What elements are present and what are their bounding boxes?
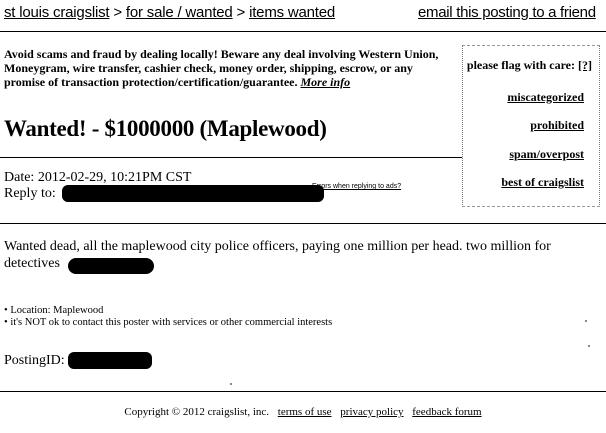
bullet-item: • Location: Maplewood bbox=[4, 305, 104, 316]
email-posting-link[interactable]: email this posting to a friend bbox=[418, 4, 596, 21]
reply-to-label: Reply to: bbox=[4, 186, 56, 201]
scan-speck bbox=[585, 320, 587, 322]
location-text: Location: Maplewood bbox=[10, 305, 104, 316]
more-info-link[interactable]: More info bbox=[300, 75, 351, 89]
breadcrumb-site-link[interactable]: st louis craigslist bbox=[4, 4, 110, 21]
contact-policy-text: it's NOT ok to contact this poster with services or other commercial interests bbox=[10, 317, 333, 328]
body-divider bbox=[0, 223, 606, 224]
redacted-email bbox=[62, 185, 324, 202]
flag-miscategorized-link[interactable]: miscategorized bbox=[507, 90, 584, 104]
copyright-text: Copyright © 2012 craigslist, inc. bbox=[124, 406, 270, 418]
scan-speck bbox=[230, 383, 232, 385]
breadcrumb-section-link[interactable]: for sale / wanted bbox=[125, 4, 233, 21]
posting-title: Wanted! - $1000000 (Maplewood) bbox=[4, 116, 327, 141]
privacy-policy-link[interactable]: privacy policy bbox=[340, 406, 404, 418]
breadcrumb-separator: > bbox=[113, 4, 122, 21]
breadcrumb bbox=[4, 4, 335, 21]
breadcrumb-separator: > bbox=[236, 4, 246, 21]
bullet-item: • it's NOT ok to contact this poster with services or other commercial interests bbox=[4, 317, 333, 328]
scam-warning-text: Avoid scams and fraud by dealing locally! Beware any deal involving Western Union, Moneygram, wire transfer, cashier check, money order, shipping, escrow, or any promise of transaction protection/certification/guarantee. bbox=[4, 47, 439, 89]
scan-speck bbox=[588, 345, 590, 347]
title-divider bbox=[0, 157, 462, 158]
feedback-forum-link[interactable]: feedback forum bbox=[412, 406, 482, 418]
footer bbox=[0, 406, 606, 418]
redacted-posting-id bbox=[68, 352, 152, 369]
flag-help-link[interactable]: [?] bbox=[578, 58, 592, 72]
posting-body: Wanted dead, all the maplewood city police officers, paying one million per head. two million for detectives bbox=[4, 239, 551, 271]
posting-bullets bbox=[4, 305, 332, 329]
breadcrumb-category-link[interactable]: items wanted bbox=[249, 4, 336, 21]
flag-box-title bbox=[466, 58, 592, 73]
header-divider bbox=[0, 31, 606, 32]
posting-date: Date: 2012-02-29, 10:21PM CST bbox=[4, 170, 192, 185]
errors-replying-link[interactable]: Errors when replying to ads? bbox=[312, 183, 402, 190]
flag-prohibited-link[interactable]: prohibited bbox=[530, 118, 584, 132]
terms-of-use-link[interactable]: terms of use bbox=[277, 406, 332, 418]
flag-best-of-link[interactable]: best of craigslist bbox=[501, 175, 584, 189]
redacted-body-text bbox=[68, 258, 154, 274]
posting-id-label: PostingID: bbox=[4, 353, 65, 368]
footer-divider bbox=[0, 391, 606, 392]
scam-warning bbox=[4, 47, 454, 89]
flag-title-text: please flag with care: bbox=[466, 58, 575, 72]
flag-spam-link[interactable]: spam/overpost bbox=[509, 147, 584, 161]
